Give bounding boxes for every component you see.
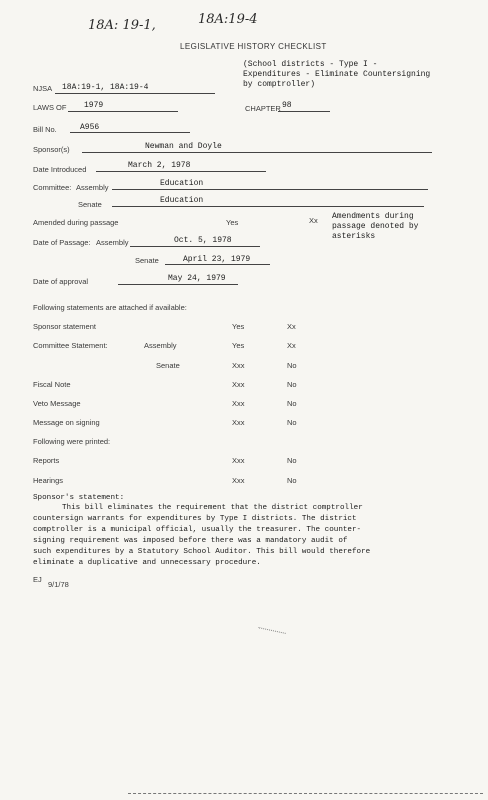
statement-yes: Xxx <box>232 418 245 427</box>
statement-yes: Xxx <box>232 361 245 370</box>
statement-yes: Xxx <box>232 380 245 389</box>
printed-no: No <box>287 456 297 465</box>
sponsors-label: Sponsor(s) <box>33 145 70 154</box>
statement-no: Xx <box>287 322 296 331</box>
amended-no-mark: Xx <box>309 216 318 225</box>
statement-label: Veto Message <box>33 399 81 408</box>
sponsor-statement-line: comptroller is a municipal official, usually the treasurer. The counter- <box>33 526 362 534</box>
date-introduced-label: Date Introduced <box>33 165 87 174</box>
statement-no: No <box>287 380 297 389</box>
laws-of-value: 1979 <box>84 101 104 110</box>
statement-sub-label: Assembly <box>144 341 177 350</box>
statement-no: No <box>287 399 297 408</box>
printed-yes: Xxx <box>232 456 245 465</box>
committee-senate-underline <box>112 206 424 207</box>
sponsor-statement-line: countersign warrants for expenditures by Type I districts. The district <box>33 515 357 523</box>
committee-assembly-value: Education <box>160 179 204 188</box>
statement-label: Message on signing <box>33 418 100 427</box>
statements-intro: Following statements are attached if available: <box>33 303 187 312</box>
printed-label: Hearings <box>33 476 64 485</box>
date-introduced-value: March 2, 1978 <box>128 161 191 170</box>
bill-no-value: A956 <box>80 123 100 132</box>
committee-label: Committee: <box>33 183 72 192</box>
date-approval-underline <box>118 284 238 285</box>
sponsors-value: Newman and Doyle <box>145 142 222 151</box>
statement-sub-label: Senate <box>156 361 180 370</box>
chapter-underline <box>278 111 330 112</box>
statement-yes: Yes <box>232 322 245 331</box>
njsa-value: 18A:19-1, 18A:19-4 <box>62 83 149 92</box>
amended-label: Amended during passage <box>33 218 119 227</box>
printed-no: No <box>287 476 297 485</box>
statement-yes: Xxx <box>232 399 245 408</box>
passage-senate-label: Senate <box>135 256 159 265</box>
footer-initials: EJ <box>33 575 42 584</box>
statement-no: Xx <box>287 341 296 350</box>
njsa-label: NJSA <box>33 84 53 93</box>
printed-yes: Xxx <box>232 476 245 485</box>
committee-assembly-underline <box>112 189 428 190</box>
summary-line-1: (School districts - Type I - <box>243 60 378 69</box>
passage-senate-value: April 23, 1979 <box>183 255 251 264</box>
amendments-note-1: Amendments during <box>332 212 414 221</box>
bill-no-underline <box>70 132 190 133</box>
sponsor-statement-line: signing requirement was imposed before there was a mandatory audit of <box>33 537 348 545</box>
sponsor-statement-heading: Sponsor's statement: <box>33 494 125 502</box>
amendments-note-3: asterisks <box>332 232 376 241</box>
summary-line-2: Expenditures - Eliminate Countersigning <box>243 70 431 79</box>
statement-no: No <box>287 418 297 427</box>
summary-line-3: by comptroller) <box>243 80 316 89</box>
sponsor-statement-line: such expenditures by a Statutory School Auditor. This bill would therefore <box>33 548 371 556</box>
footer-date: 9/1/78 <box>48 580 69 589</box>
printed-intro: Following were printed: <box>33 437 111 446</box>
date-approval-label: Date of approval <box>33 277 89 286</box>
passage-senate-underline <box>165 264 270 265</box>
amended-yes: Yes <box>226 218 239 227</box>
sponsor-statement-line: This bill eliminates the requirement that the district comptroller <box>62 504 363 512</box>
passage-assembly-underline <box>130 246 260 247</box>
statement-label: Sponsor statement <box>33 322 96 331</box>
committee-assembly-label: Assembly <box>76 183 109 192</box>
sponsors-underline <box>82 152 432 153</box>
handwritten-statute-ref-1: 18A: 19-1, <box>88 18 156 33</box>
stray-mark <box>258 627 286 634</box>
passage-assembly-label: Assembly <box>96 238 129 247</box>
chapter-label: CHAPTER <box>245 104 281 113</box>
printed-label: Reports <box>33 456 60 465</box>
date-passage-label: Date of Passage: <box>33 238 91 247</box>
sponsor-statement-line: eliminate a duplicative and unnecessary procedure. <box>33 559 261 567</box>
handwritten-statute-ref-2: 18A:19-4 <box>198 12 258 27</box>
statement-yes: Yes <box>232 341 245 350</box>
laws-of-label: LAWS OF <box>33 103 67 112</box>
statement-label: Fiscal Note <box>33 380 71 389</box>
chapter-value: 98 <box>282 101 292 110</box>
statement-label: Committee Statement: <box>33 341 108 350</box>
date-approval-value: May 24, 1979 <box>168 274 226 283</box>
committee-senate-label: Senate <box>78 200 102 209</box>
page-title: LEGISLATIVE HISTORY CHECKLIST <box>180 42 327 51</box>
date-introduced-underline <box>96 171 266 172</box>
amendments-note-2: passage denoted by <box>332 222 419 231</box>
bill-no-label: Bill No. <box>33 125 57 134</box>
laws-of-underline <box>68 111 178 112</box>
bottom-dashed-rule <box>128 793 483 794</box>
statement-no: No <box>287 361 297 370</box>
passage-assembly-value: Oct. 5, 1978 <box>174 236 232 245</box>
njsa-underline <box>55 93 215 94</box>
committee-senate-value: Education <box>160 196 204 205</box>
